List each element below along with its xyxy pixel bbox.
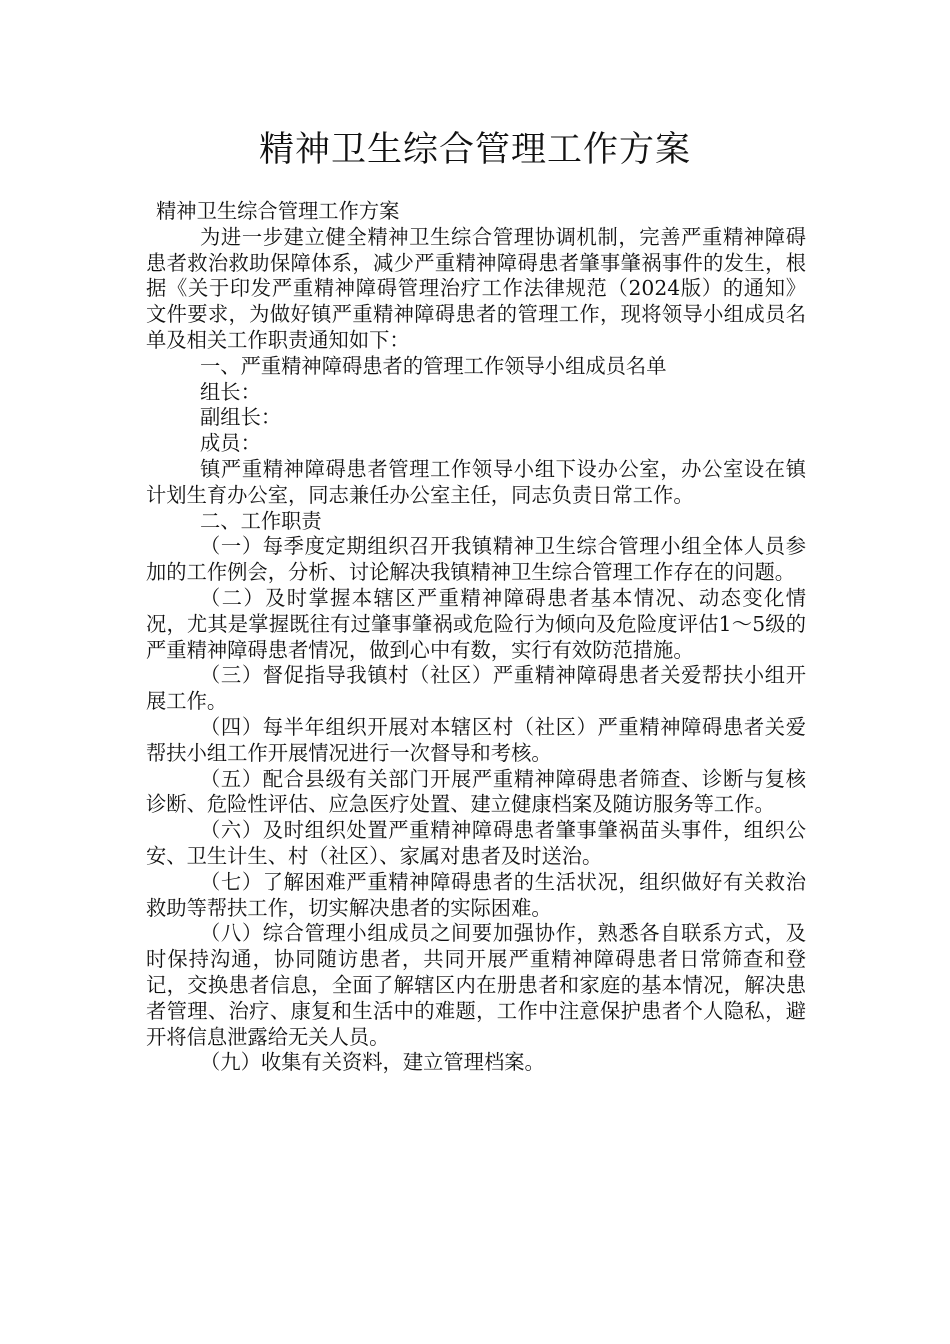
leader-line: 组长： [200,379,261,404]
members-line: 成员： [200,431,261,456]
intro-paragraph: 为进一步建立健全精神卫生综合管理协调机制，完善严重精神障碍患者救治救助保障体系，减少严重精神障碍患者肇事肇祸事件的发生，根据《关于印发严重精神障碍管理治疗工作法律规范（2024版）的通知》文件要求，为做好镇严重精神障碍患者的管理工作，现将领导小组成员名单及相关工作职责通知如下： [146,224,806,352]
document-title: 精神卫生综合管理工作方案 [258,130,691,170]
duty-item: （七）了解困难严重精神障碍患者的生活状况，组织做好有关救治救助等帮扶工作，切实解决患者的实际困难。 [146,869,806,920]
document-body [146,199,806,1076]
duty-item: （一）每季度定期组织召开我镇精神卫生综合管理小组全体人员参加的工作例会，分析、讨论解决我镇精神卫生综合管理工作存在的问题。 [146,534,806,585]
duty-item: （四）每半年组织开展对本辖区村（社区）严重精神障碍患者关爱帮扶小组工作开展情况进行一次督导和考核。 [146,714,806,765]
duty-item: （八）综合管理小组成员之间要加强协作，熟悉各自联系方式，及时保持沟通，协同随访患者，共同开展严重精神障碍患者日常筛查和登记，交换患者信息，全面了解辖区内在册患者和家庭的基本情况，解决患者管理、治疗、康复和生活中的难题，工作中注意保护患者个人隐私，避开将信息泄露给无关人员。 [146,921,806,1049]
section-heading-members: 一、严重精神障碍患者的管理工作领导小组成员名单 [200,353,667,378]
deputy-leader-line: 副组长： [200,405,282,430]
duty-item: （三）督促指导我镇村（社区）严重精神障碍患者关爱帮扶小组开展工作。 [146,663,806,714]
duty-item: （五）配合县级有关部门开展严重精神障碍患者筛查、诊断与复核诊断、危险性评估、应急医疗处置、建立健康档案及随访服务等工作。 [146,766,806,817]
office-paragraph: 镇严重精神障碍患者管理工作领导小组下设办公室，办公室设在镇计划生育办公室，同志兼任办公室主任，同志负责日常工作。 [146,456,806,507]
duty-item: （六）及时组织处置严重精神障碍患者肇事肇祸苗头事件，组织公安、卫生计生、村（社区）、家属对患者及时送治。 [146,818,806,868]
duty-item: （二）及时掌握本辖区严重精神障碍患者基本情况、动态变化情况，尤其是掌握既往有过肇事肇祸或危险行为倾向及危险度评估1～5级的严重精神障碍患者情况，做到心中有数，实行有效防范措施。 [146,585,806,662]
section-heading-duties: 二、工作职责 [200,508,322,533]
document-subtitle: 精神卫生综合管理工作方案 [156,199,400,223]
duty-item: （九）收集有关资料，建立管理档案。 [200,1050,545,1075]
